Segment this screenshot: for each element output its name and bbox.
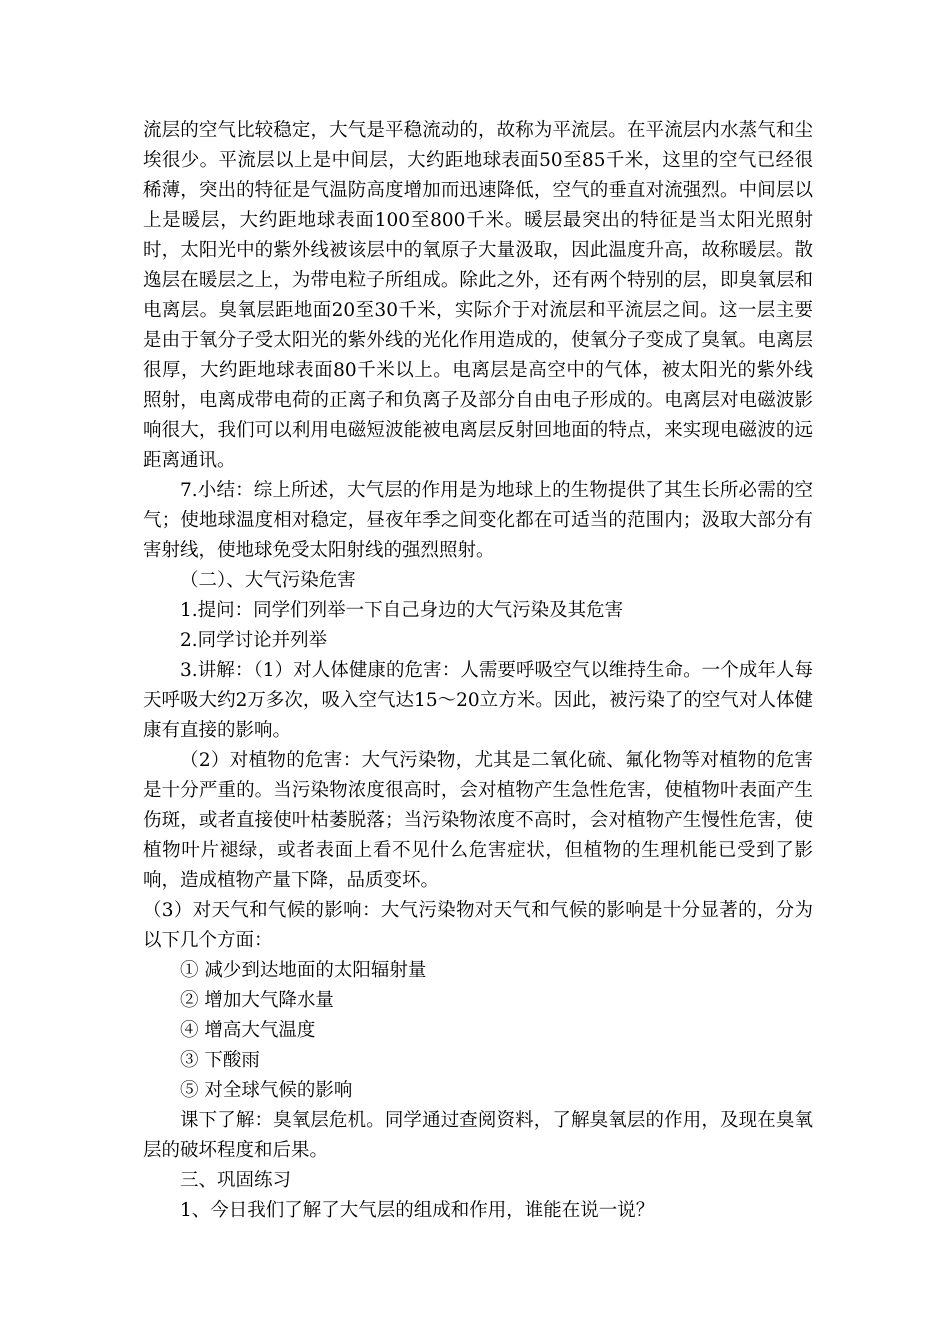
paragraph-summary: 7.小结：综上所述，大气层的作用是为地球上的生物提供了其生长所必需的空气；使地球温度相对稳定，昼夜年季之间变化都在可适当的范围内；汲取大部分有害射线，使地球免受太阳射线的强烈照射。 [143,480,813,561]
paragraph-review-question: 1、今日我们了解了大气层的组成和作用，谁能在说一说？ [180,1200,655,1221]
paragraph-weather-climate: （3）对天气和气候的影响：大气污染物对天气和气候的影响是十分显著的，分为以下几个方面： [143,900,813,951]
list-item-solar-radiation: ① 减少到达地面的太阳辐射量 [180,960,427,981]
section-heading-review: 三、巩固练习 [180,1170,292,1191]
paragraph-discussion: 2.同学讨论并列举 [180,630,328,651]
document-body [143,116,813,1226]
paragraph-question: 1.提问：同学们列举一下自己身边的大气污染及其危害 [180,600,624,621]
paragraph-atmosphere-layers: 流层的空气比较稳定，大气是平稳流动的，故称为平流层。在平流层内水蒸气和尘埃很少。平流层以上是中间层，大约距地球表面50至85千米，这里的空气已经很稀薄，突出的特征是气温防高度增加而迅速降低，空气的垂直对流强烈。中间层以上是暖层，大约距地球表面100至800千米。暖层最突出的特征是当太阳光照射时，太阳光中的紫外线被该层中的氧原子大量汲取，因此温度升高，故称暖层。散逸层在暖层之上，为带电粒子所组成。除此之外，还有两个特别的层，即臭氧层和电离层。臭氧层距地面20至30千米，实际介于对流层和平流层之间。这一层主要是由于氧分子受太阳光的紫外线的光化作用造成的，使氧分子变成了臭氧。电离层很厚，大约距地球表面80千米以上。电离层是高空中的气体，被太阳光的紫外线照射，电离成带电荷的正离子和负离子及部分自由电子形成的。电离层对电磁波影响很大，我们可以利用电磁短波能被电离层反射回地面的特点，来实现电磁波的远距离通讯。 [143,120,813,471]
paragraph-harm-plants: （2）对植物的危害：大气污染物，尤其是二氧化硫、氟化物等对植物的危害是十分严重的。当污染物浓度很高时，会对植物产生急性危害，使植物叶表面产生伤斑，或者直接使叶枯萎脱落；当污染物浓度不高时，会对植物产生慢性危害，使植物叶片褪绿，或者表面上看不见什么危害症状，但植物的生理机能已受到了影响，造成植物产量下降，品质变坏。 [143,750,813,891]
list-item-global-climate: ⑤ 对全球气候的影响 [180,1080,353,1101]
list-item-acid-rain: ③ 下酸雨 [180,1050,260,1071]
list-item-temperature: ④ 增高大气温度 [180,1020,316,1041]
section-heading-pollution-harm: （二）、大气污染危害 [180,570,356,591]
paragraph-explanation-health: 3.讲解：（1）对人体健康的危害：人需要呼吸空气以维持生命。一个成年人每天呼吸大约2万多次，吸入空气达15～20立方米。因此，被污染了的空气对人体健康有直接的影响。 [143,660,813,741]
list-item-precipitation: ② 增加大气降水量 [180,990,334,1011]
paragraph-ozone-homework: 课下了解：臭氧层危机。同学通过查阅资料，了解臭氧层的作用，及现在臭氧层的破坏程度和后果。 [143,1110,813,1161]
